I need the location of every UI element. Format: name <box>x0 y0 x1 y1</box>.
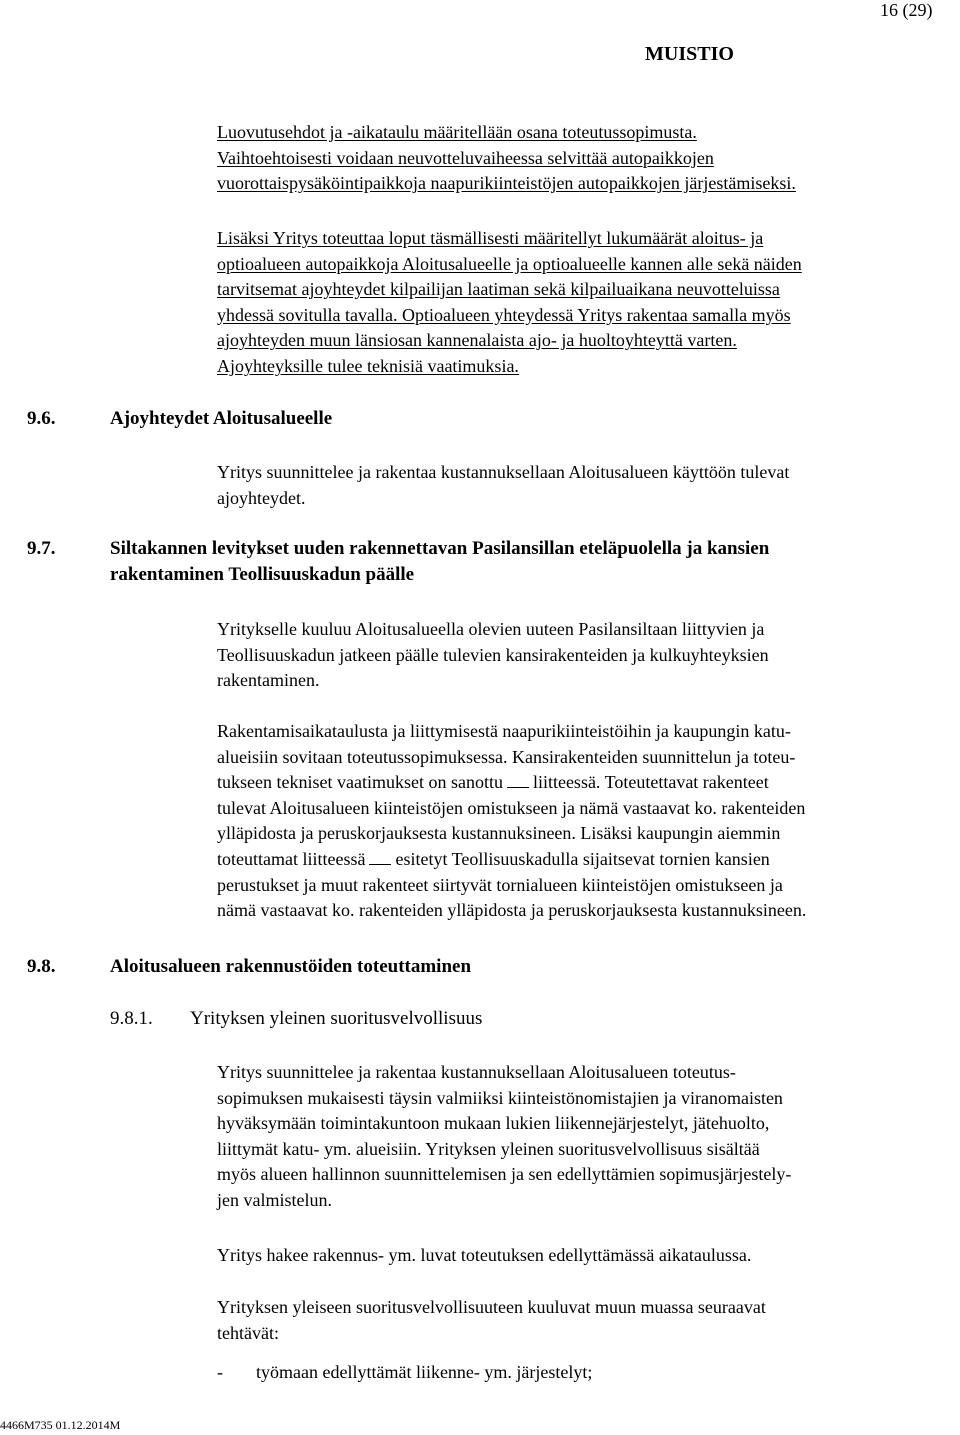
appendix-blank <box>369 849 391 865</box>
text-line: Yrityksen yleiseen suoritusvelvollisuuteen kuuluvat muun muassa seuraavat <box>217 1297 766 1317</box>
paragraph-tasks <box>217 1295 766 1346</box>
text-line: yhdessä sovitulla tavalla. Optioalueen yhteydessä Yritys rakentaa samalla myös <box>217 304 791 325</box>
text-line: Ajoyhteyksille tulee teknisiä vaatimuksia. <box>217 355 519 376</box>
paragraph-parking-spaces <box>217 226 802 380</box>
text-line: Lisäksi Yritys toteuttaa loput täsmällisesti määritellyt lukumäärät aloitus- ja <box>217 228 764 248</box>
paragraph-permits <box>217 1243 751 1269</box>
text-line: optioalueen autopaikkoja Aloitusalueelle ja optioalueelle kannen alle sekä näiden <box>217 253 802 274</box>
text-line: perustukset ja muut rakenteet siirtyvät tornialueen kiinteistöjen omistukseen ja <box>217 874 783 895</box>
text-line: vuorottaispysäköintipaikkoja naapurikiinteistöjen autopaikkojen järjestämiseksi. <box>217 173 796 194</box>
text-line: myös alueen hallinnon suunnittelemisen ja sen edellyttämien sopimusjärjestely- <box>217 1164 792 1185</box>
section-title-9-7-line2: rakentaminen Teollisuuskadun päälle <box>110 564 415 585</box>
text-span: toteuttamat liitteessä <box>217 848 366 869</box>
text-line: hyväksymään toimintakuntoon mukaan lukien liikennejärjestelyt, jätehuolto, <box>217 1113 770 1134</box>
text-line <box>217 847 806 873</box>
text-line: tarvitsemat ajoyhteydet kilpailijan laatiman sekä kilpailuaikana neuvotteluissa <box>217 279 780 300</box>
section-number-9-8-1: 9.8.1. <box>110 1008 153 1029</box>
text-line: Yritys suunnittelee ja rakentaa kustannuksellaan Aloitusalueen käyttöön tulevat <box>217 462 790 482</box>
paragraph-general-obligation <box>217 1060 791 1214</box>
paragraph-access-roads <box>217 460 789 511</box>
list-item-dash: - <box>217 1362 223 1382</box>
text-line: Teollisuuskadun jatkeen päälle tulevien kansirakenteiden ja kulkuyhteyksien <box>217 644 769 665</box>
text-span: esitetyt Teollisuuskadulla sijaitsevat tornien kansien <box>395 848 770 869</box>
text-line: ajoyhteydet. <box>217 487 306 508</box>
section-number-9-6: 9.6. <box>27 408 56 429</box>
text-line <box>217 770 806 796</box>
text-line: Luovutusehdot ja -aikataulu määritellään osana toteutussopimusta. <box>217 122 697 142</box>
section-title-9-8: Aloitusalueen rakennustöiden toteuttaminen <box>110 956 472 977</box>
text-line: Vaihtoehtoisesti voidaan neuvotteluvaiheessa selvittää autopaikkojen <box>217 147 714 168</box>
text-line: rakentaminen. <box>217 670 320 691</box>
section-number-9-8: 9.8. <box>27 956 56 977</box>
text-line: liittymät katu- ym. alueisiin. Yrityksen yleinen suoritusvelvollisuus sisältää <box>217 1138 760 1159</box>
paragraph-construction-schedule <box>217 719 806 924</box>
appendix-blank <box>507 772 529 788</box>
paragraph-deck-structures <box>217 617 769 694</box>
text-span: liitteessä. Toteutettavat rakenteet <box>532 772 769 793</box>
text-line: nämä vastaavat ko. rakenteiden ylläpidosta ja peruskorjauksesta kustannuksineen. <box>217 900 807 921</box>
text-line: Yritys suunnittelee ja rakentaa kustannuksellaan Aloitusalueen toteutus- <box>217 1062 736 1082</box>
text-line: sopimuksen mukaisesti täysin valmiiksi kiinteistönomistajien ja viranomaisten <box>217 1087 783 1108</box>
section-number-9-7: 9.7. <box>27 538 56 559</box>
text-line: tehtävät: <box>217 1322 279 1343</box>
section-title-9-7-line1: Siltakannen levitykset uuden rakennettavan Pasilansillan eteläpuolella ja kansien <box>110 538 770 559</box>
paragraph-handover-terms <box>217 120 796 197</box>
text-line: ylläpidosta ja peruskorjauksesta kustannuksineen. Lisäksi kaupungin aiemmin <box>217 823 781 844</box>
section-title-9-8-1: Yrityksen yleinen suoritusvelvollisuus <box>190 1008 483 1029</box>
text-line: jen valmistelun. <box>217 1189 332 1210</box>
text-span: tukseen tekniset vaatimukset on sanottu <box>217 772 503 793</box>
text-line: tulevat Aloitusalueen kiinteistöjen omistukseen ja nämä vastaavat ko. rakenteiden <box>217 797 806 818</box>
document-type: MUISTIO <box>645 43 734 65</box>
document-reference: 4466M735 01.12.2014M <box>0 1418 121 1432</box>
text-line: ajoyhteyden muun länsiosan kannenalaista ajo- ja huoltoyhteyttä varten. <box>217 330 737 351</box>
text-line: Rakentamisaikataulusta ja liittymisestä naapurikiinteistöihin ja kaupungin katu- <box>217 721 791 741</box>
section-title-9-6: Ajoyhteydet Aloitusalueelle <box>110 408 333 429</box>
page-number: 16 (29) <box>880 0 933 20</box>
list-item: työmaan edellyttämät liikenne- ym. järjestelyt; <box>256 1362 593 1382</box>
text-line: Yritykselle kuuluu Aloitusalueella olevien uuteen Pasilansiltaan liittyvien ja <box>217 619 765 639</box>
text-line: alueisiin sovitaan toteutussopimuksessa. Kansirakenteiden suunnittelun ja toteu- <box>217 746 796 767</box>
text-line: Yritys hakee rakennus- ym. luvat toteutuksen edellyttämässä aikataulussa. <box>217 1245 752 1265</box>
